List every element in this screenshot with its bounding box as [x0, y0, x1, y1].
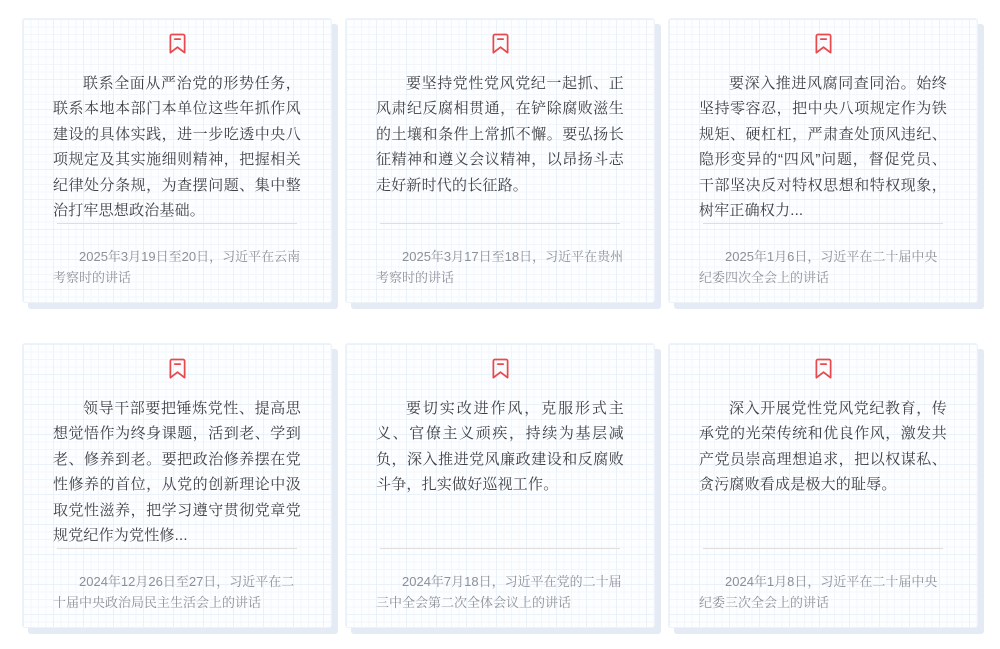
quote-text: 联系全面从严治党的形势任务，联系本地本部门本单位这些年抓作风建设的具体实践，进一步吃透中央八项规定及其实施细则精神，把握相关纪律处分条规，为查摆问题、集中整治打牢思想政治基础。 — [53, 75, 301, 220]
quote-card-2 — [345, 18, 655, 303]
quote-source: 2024年12月26日至27日，习近平在二十届中央政治局民主生活会上的讲话 — [53, 574, 295, 610]
divider — [57, 223, 297, 224]
quote-text: 要切实改进作风，克服形式主义、官僚主义顽疾，持续为基层减负，深入推进党风廉政建设和反腐败斗争，扎实做好巡视工作。 — [376, 400, 624, 494]
quote-text: 要深入推进风腐同查同治。始终坚持零容忍，把中央八项规定作为铁规矩、硬杠杠，严肃查处顶风违纪、隐形变异的“四风”问题，督促党员、干部坚决反对特权思想和特权现象，树牢正确权力... — [699, 75, 947, 220]
divider — [57, 548, 297, 549]
quote-card-6 — [668, 343, 978, 628]
quote-source: 2025年3月17日至18日，习近平在贵州考察时的讲话 — [376, 249, 624, 285]
bookmark-icon — [699, 32, 947, 59]
quote-text: 深入开展党性党风党纪教育，传承党的光荣传统和优良作风，激发共产党员崇高理想追求，把以权谋私、贪污腐败看成是极大的耻辱。 — [699, 400, 947, 494]
bookmark-icon — [376, 32, 624, 59]
quote-source: 2025年1月6日，习近平在二十届中央纪委四次全会上的讲话 — [699, 249, 938, 285]
quote-card-4 — [22, 343, 332, 628]
bookmark-icon — [699, 357, 947, 384]
bookmark-icon — [376, 357, 624, 384]
quote-text: 要坚持党性党风党纪一起抓、正风肃纪反腐相贯通，在铲除腐败滋生的土壤和条件上常抓不懈。要弘扬长征精神和遵义会议精神，以昂扬斗志走好新时代的长征路。 — [376, 75, 624, 194]
quote-card-5 — [345, 343, 655, 628]
quote-source: 2025年3月19日至20日，习近平在云南考察时的讲话 — [53, 249, 301, 285]
quote-source: 2024年1月8日，习近平在二十届中央纪委三次全会上的讲话 — [699, 574, 938, 610]
quote-text: 领导干部要把锤炼党性、提高思想觉悟作为终身课题，活到老、学到老、修养到老。要把政治修养摆在党性修养的首位，从党的创新理论中汲取党性滋养，把学习遵守贯彻党章党规党纪作为党性修... — [53, 400, 301, 545]
bookmark-icon — [53, 357, 301, 384]
bookmark-icon — [53, 32, 301, 59]
quote-source: 2024年7月18日，习近平在党的二十届三中全会第二次全体会议上的讲话 — [376, 574, 622, 610]
quote-card-3 — [668, 18, 978, 303]
divider — [380, 223, 620, 224]
divider — [380, 548, 620, 549]
divider — [703, 223, 943, 224]
quote-card-1 — [22, 18, 332, 303]
divider — [703, 548, 943, 549]
